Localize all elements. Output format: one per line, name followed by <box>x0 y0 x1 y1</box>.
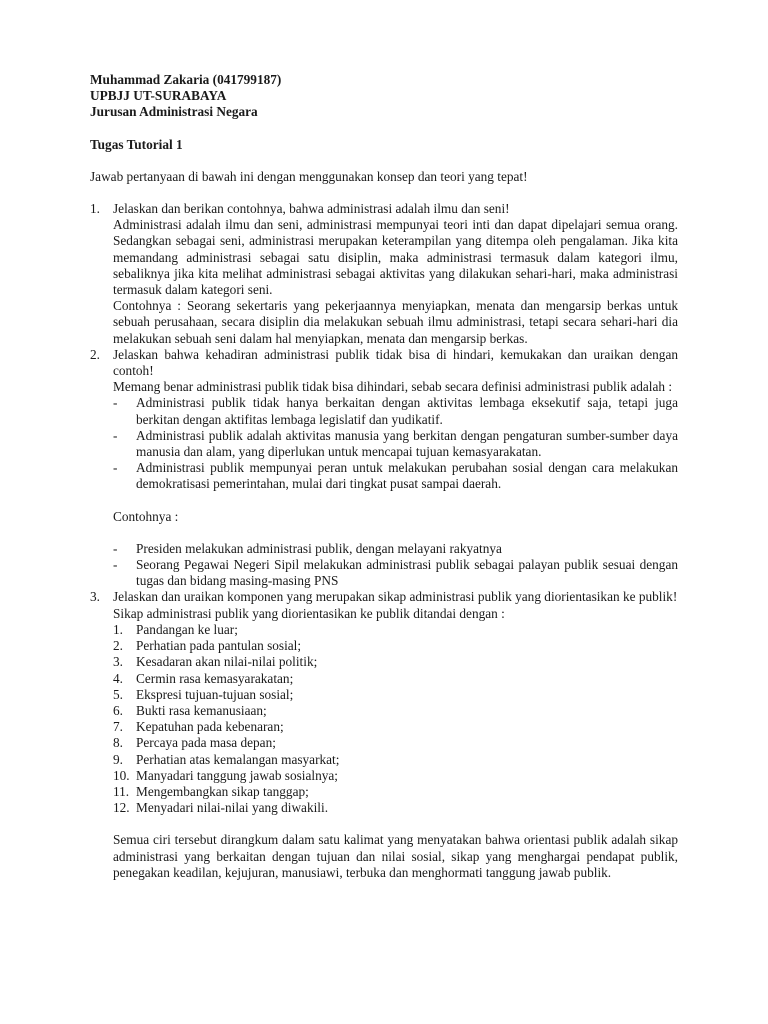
list-item: 10. Manyadari tanggung jawab sosialnya; <box>113 767 338 783</box>
author-department: Jurusan Administrasi Negara <box>90 104 258 120</box>
question-3-summary: Semua ciri tersebut dirangkum dalam satu kalimat yang menyatakan bahwa orientasi publik adalah sikap administrasi yang berkaitan dengan tujuan dan nilai sosial, sikap yang menghargai pendapat publik, penegakan keadilan, kejujuran, manusiawi, terbuka dan menghormati tanggung jawab publik. <box>113 832 678 880</box>
list-item: 8. Percaya pada masa depan; <box>113 735 276 751</box>
list-item: - Presiden melakukan administrasi publik, dengan melayani rakyatnya <box>113 540 502 556</box>
question-2-number: 2. <box>90 346 100 362</box>
list-item: - Seorang Pegawai Negeri Sipil melakukan administrasi publik sebagai palayan publik sesuai dengan tugas dan bidang masing-masing PNS <box>113 557 678 589</box>
question-1-text: Jelaskan dan berikan contohnya, bahwa administrasi adalah ilmu dan seni! <box>113 201 510 217</box>
question-2-text: Jelaskan bahwa kehadiran administrasi publik tidak bisa di hindari, kemukakan dan uraikan dengan contoh! <box>113 346 678 379</box>
list-item: 9. Perhatian atas kemalangan masyarkat; <box>113 751 340 767</box>
question-1 <box>90 201 678 347</box>
list-item: 1. Pandangan ke luar; <box>113 621 238 637</box>
list-item: 7. Kepatuhan pada kebenaran; <box>113 719 284 735</box>
question-1-number: 1. <box>90 201 100 217</box>
list-item: - Administrasi publik adalah aktivitas manusia yang berkitan dengan pengaturan sumber-sumber daya manusia dan alam, yang diperlukan untuk mencapai tujuan kemasyarakatan. <box>113 427 678 460</box>
question-3-text: Jelaskan dan uraikan komponen yang merupakan sikap administrasi publik yang diorientasikan ke publik! <box>113 589 678 605</box>
author-name: Muhammad Zakaria (041799187) <box>90 72 282 87</box>
list-item: 5. Ekspresi tujuan-tujuan sosial; <box>113 686 294 702</box>
list-item: - Administrasi publik tidak hanya berkaitan dengan aktivitas lembaga eksekutif saja, tetapi juga berkitan dengan aktifitas lembaga legislatif dan yudikatif. <box>113 395 678 427</box>
question-2-answer: Memang benar administrasi publik tidak bisa dihindari, sebab secara definisi administrasi publik adalah : <box>113 379 673 395</box>
list-item: 12. Menyadari nilai-nilai yang diwakili. <box>113 800 329 816</box>
list-item: 6. Bukti rasa kemanusiaan; <box>113 702 267 718</box>
list-item: 4. Cermin rasa kemasyarakatan; <box>113 670 294 686</box>
question-3-intro: Sikap administrasi publik yang diorientasikan ke publik ditandai dengan : <box>113 605 505 621</box>
author-unit: UPBJJ UT-SURABAYA <box>90 88 227 104</box>
question-2 <box>90 347 678 590</box>
question-2-example-label: Contohnya : <box>113 508 179 524</box>
list-item: 3. Kesadaran akan nilai-nilai politik; <box>113 654 318 670</box>
list-item: - Administrasi publik mempunyai peran untuk melakukan perubahan sosial dengan cara melakukan demokratisasi pemerintahan, mulai dari tingkat pusat sampai daerah. <box>113 460 678 492</box>
list-item: 11. Mengembangkan sikap tanggap; <box>113 783 309 799</box>
question-3-number: 3. <box>90 589 100 605</box>
list-item: 2. Perhatian pada pantulan sosial; <box>113 638 302 654</box>
instruction-text: Jawab pertanyaan di bawah ini dengan menggunakan konsep dan teori yang tepat! <box>90 168 528 184</box>
question-3 <box>90 589 678 880</box>
question-1-answer: Administrasi adalah ilmu dan seni, administrasi mempunyai teori inti dan dapat dipelajari semua orang. Sedangkan sebagai seni, administrasi merupakan keterampilan yang ditempa oleh pengalaman. Jika kita memandang administrasi sebagai satu disiplin, maka administrasi termasuk dalam kategori ilmu, sebaliknya jika kita melihat administrasi sebagai aktivitas yang dilakukan sehari-hari, maka administrasi termasuk dalam kategori seni. <box>113 217 678 298</box>
question-1-example: Contohnya : Seorang sekertaris yang pekerjaannya menyiapkan, menata dan mengarsip berkas untuk sebuah perusahaan, secara disiplin dia melakukan sebuah ilmu administrasi, tetapi secara sehari-hari dia melakukan sebuah seni dalam hal menyiapkan, menata dan mengarsip berkas. <box>113 298 678 346</box>
document-title: Tugas Tutorial 1 <box>90 136 183 152</box>
